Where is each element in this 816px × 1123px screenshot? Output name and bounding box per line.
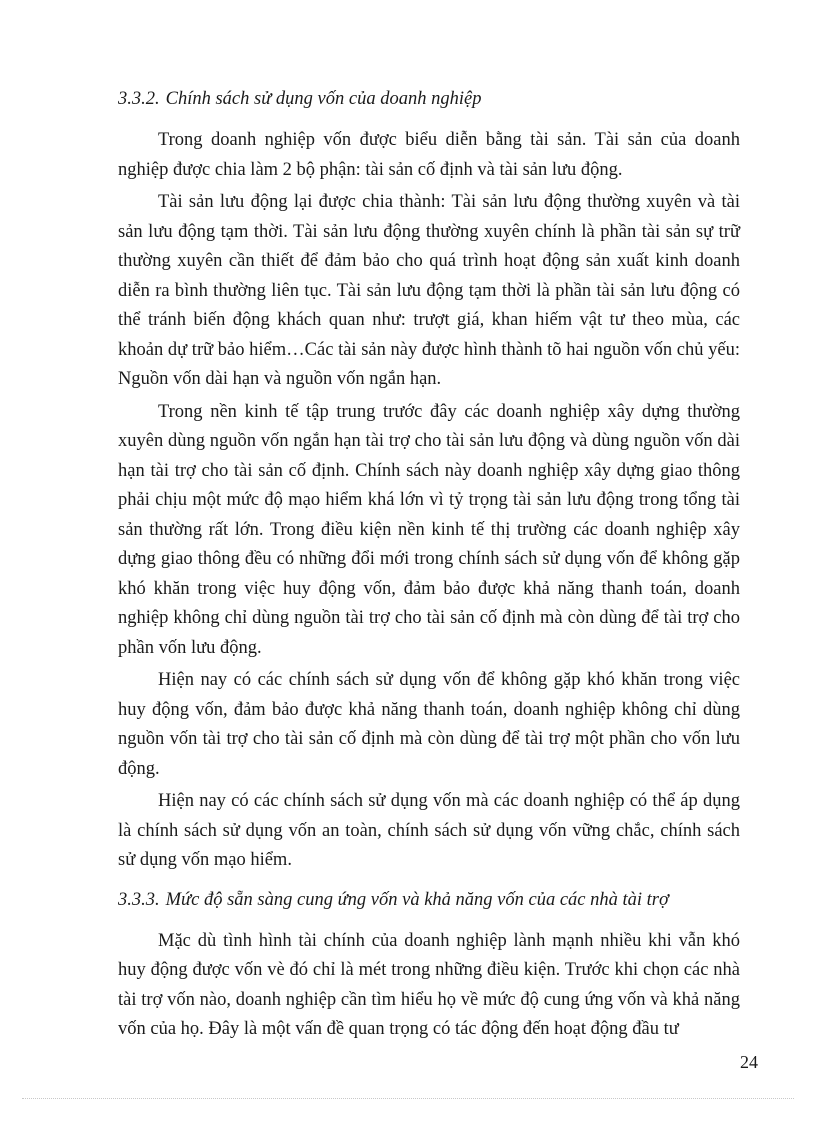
paragraph: Trong doanh nghiệp vốn được biểu diễn bằng tài sản. Tài sản của doanh nghiệp được chia làm 2 bộ phận: tài sản cố định và tài sản lưu động. <box>118 130 740 180</box>
section-title: Mức độ sẵn sàng cung ứng vốn và khả năng vốn của các nhà tài trợ <box>165 889 669 910</box>
paragraph: Tài sản lưu động lại được chia thành: Tài sản lưu động thường xuyên và tài sản lưu động tạm thời. Tài sản lưu động thường xuyên chính là phần tài sản sự trữ thường xuyên cần thiết để đảm bảo cho quá trình hoạt động sản xuất kinh doanh diễn ra bình thường liên tục. Tài sản lưu động tạm thời là phần tài sản lưu động có thể tránh biến động khách quan như: trượt giá, khan hiếm vật tư theo mùa, các khoản dự trữ bảo hiểm…Các tài sản này được hình thành tõ hai nguồn vốn chủ yếu: Nguồn vốn dài hạn và nguồn vốn ngắn hạn. <box>118 192 740 389</box>
page-content <box>118 84 740 1048</box>
paragraph: Trong nền kinh tế tập trung trước đây các doanh nghiệp xây dựng thường xuyên dùng nguồn vốn ngắn hạn tài trợ cho tài sản lưu động và dùng nguồn vốn dài hạn tài trợ cho tài sản cố định. Chính sách này doanh nghiệp xây dựng giao thông phải chịu một mức độ mạo hiểm khá lớn vì tỷ trọng tài sản lưu động trong tổng tài sản thường rất lớn. Trong điều kiện nền kinh tế thị trường các doanh nghiệp xây dựng giao thông đều có những đổi mới trong chính sách sử dụng vốn để không gặp khó khăn trong việc huy động vốn, đảm bảo được khả năng thanh toán, doanh nghiệp không chỉ dùng nguồn tài trợ cho tài sản cố định mà còn dùng để tài trợ cho phần vốn lưu động. <box>118 401 740 658</box>
page-number: 24 <box>740 1052 758 1072</box>
section-number: 3.3.2. <box>118 89 160 109</box>
section-number: 3.3.3. <box>118 889 160 910</box>
page-bottom-border <box>22 1098 794 1099</box>
paragraph: Hiện nay có các chính sách sử dụng vốn để không gặp khó khăn trong việc huy động vốn, đảm bảo được khả năng thanh toán, doanh nghiệp không chỉ dùng nguồn vốn tài trợ cho tài sản cố định mà còn dùng để tài trợ một phần cho vốn lưu động. <box>118 670 740 779</box>
paragraph: Hiện nay có các chính sách sử dụng vốn mà các doanh nghiệp có thể áp dụng là chính sách sử dụng vốn an toàn, chính sách sử dụng vốn vững chắc, chính sách sử dụng vốn mạo hiểm. <box>118 791 740 870</box>
paragraph: Mặc dù tình hình tài chính của doanh nghiệp lành mạnh nhiều khi vẫn khó huy động được vốn vè đó chỉ là mét trong những điều kiện. Trước khi chọn các nhà tài trợ vốn nào, doanh nghiệp cần tìm hiểu họ về mức độ cung ứng vốn và khả năng vốn của họ. Đây là một vấn đề quan trọng có tác động đến hoạt động đầu tư <box>118 930 740 1039</box>
section-heading-3-3-3 <box>118 885 740 915</box>
section-title: Chính sách sử dụng vốn của doanh nghiệp <box>165 89 482 109</box>
section-heading-3-3-2 <box>118 84 740 114</box>
